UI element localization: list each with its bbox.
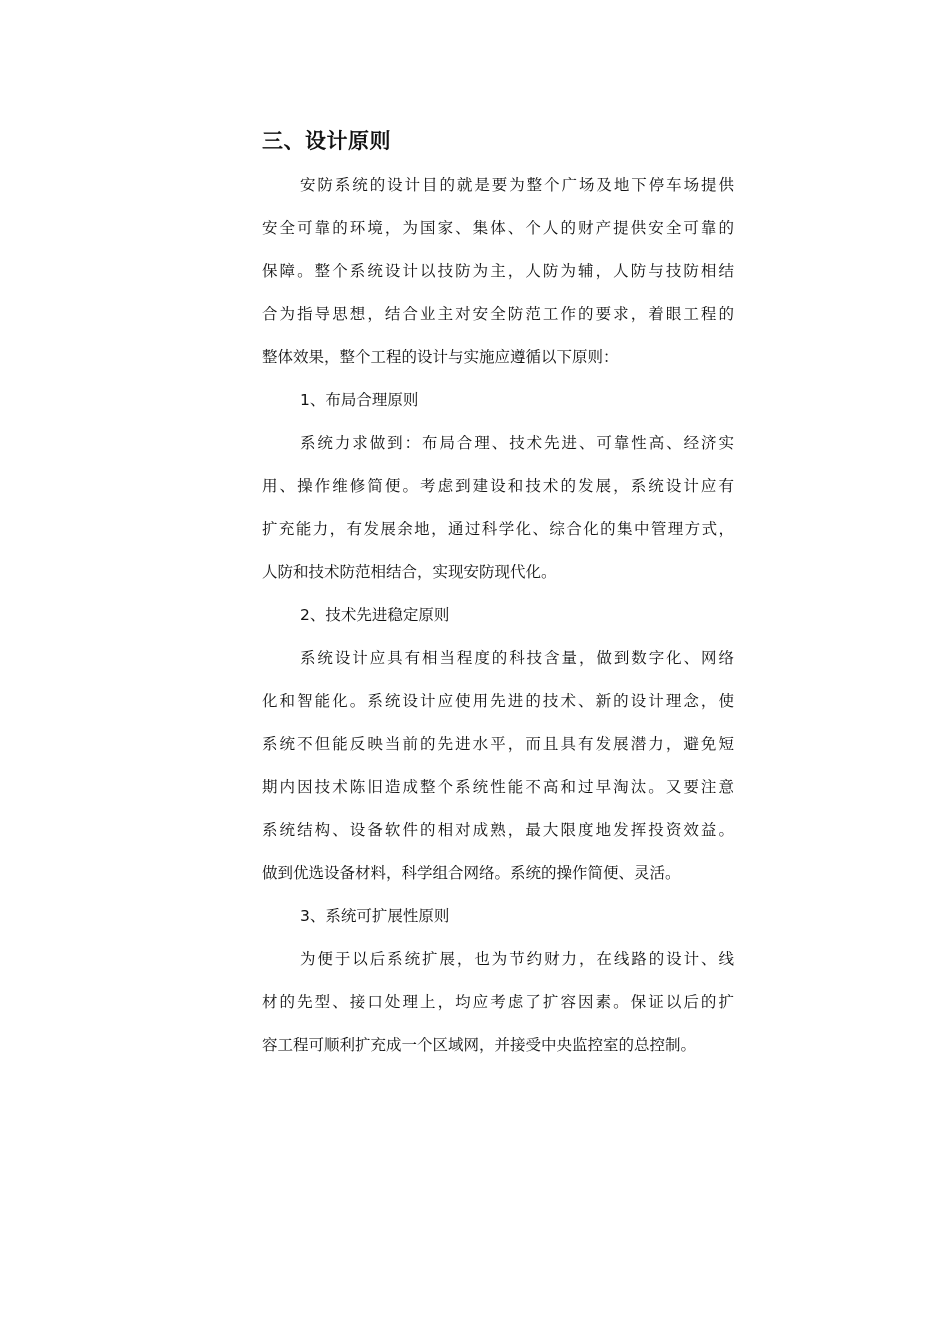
paragraph-line: 扩充能力，有发展余地，通过科学化、综合化的集中管理方式， (262, 520, 734, 538)
paragraph-line: 容工程可顺利扩充成一个区域网，并接受中央监控室的总控制。 (262, 1036, 697, 1054)
paragraph-line: 安防系统的设计目的就是要为整个广场及地下停车场提供 (300, 176, 734, 194)
paragraph-line: 合为指导思想，结合业主对安全防范工作的要求，着眼工程的 (262, 305, 734, 323)
principle-heading-3: 3、系统可扩展性原则 (300, 907, 450, 925)
paragraph-line: 材的先型、接口处理上，均应考虑了扩容因素。保证以后的扩 (262, 993, 734, 1011)
principle-paragraph-2 (262, 637, 734, 895)
paragraph-line: 整体效果，整个工程的设计与实施应遵循以下原则： (262, 348, 619, 366)
paragraph-line: 人防和技术防范相结合，实现安防现代化。 (262, 563, 557, 581)
paragraph-line: 做到优选设备材料，科学组合网络。系统的操作简便、灵活。 (262, 864, 681, 882)
document-body (262, 121, 734, 1067)
paragraph-line: 安全可靠的环境，为国家、集体、个人的财产提供安全可靠的 (262, 219, 734, 237)
principle-heading-1: 1、布局合理原则 (300, 391, 419, 409)
principle-paragraph-1 (262, 422, 734, 594)
paragraph-line: 化和智能化。系统设计应使用先进的技术、新的设计理念，使 (262, 692, 734, 710)
paragraph-line: 为便于以后系统扩展，也为节约财力，在线路的设计、线 (300, 950, 734, 968)
paragraph-line: 系统结构、设备软件的相对成熟，最大限度地发挥投资效益。 (262, 821, 734, 839)
paragraph-line: 期内因技术陈旧造成整个系统性能不高和过早淘汰。又要注意 (262, 778, 734, 796)
paragraph-line: 用、操作维修简便。考虑到建设和技术的发展，系统设计应有 (262, 477, 734, 495)
principle-paragraph-3 (262, 938, 734, 1067)
section-title: 三、设计原则 (262, 129, 391, 153)
paragraph-line: 系统不但能反映当前的先进水平，而且具有发展潜力，避免短 (262, 735, 734, 753)
principle-heading-2: 2、技术先进稳定原则 (300, 606, 450, 624)
paragraph-line: 系统力求做到：布局合理、技术先进、可靠性高、经济实 (300, 434, 734, 452)
intro-paragraph (262, 164, 734, 379)
paragraph-line: 系统设计应具有相当程度的科技含量，做到数字化、网络 (300, 649, 734, 667)
paragraph-line: 保障。整个系统设计以技防为主，人防为辅，人防与技防相结 (262, 262, 734, 280)
